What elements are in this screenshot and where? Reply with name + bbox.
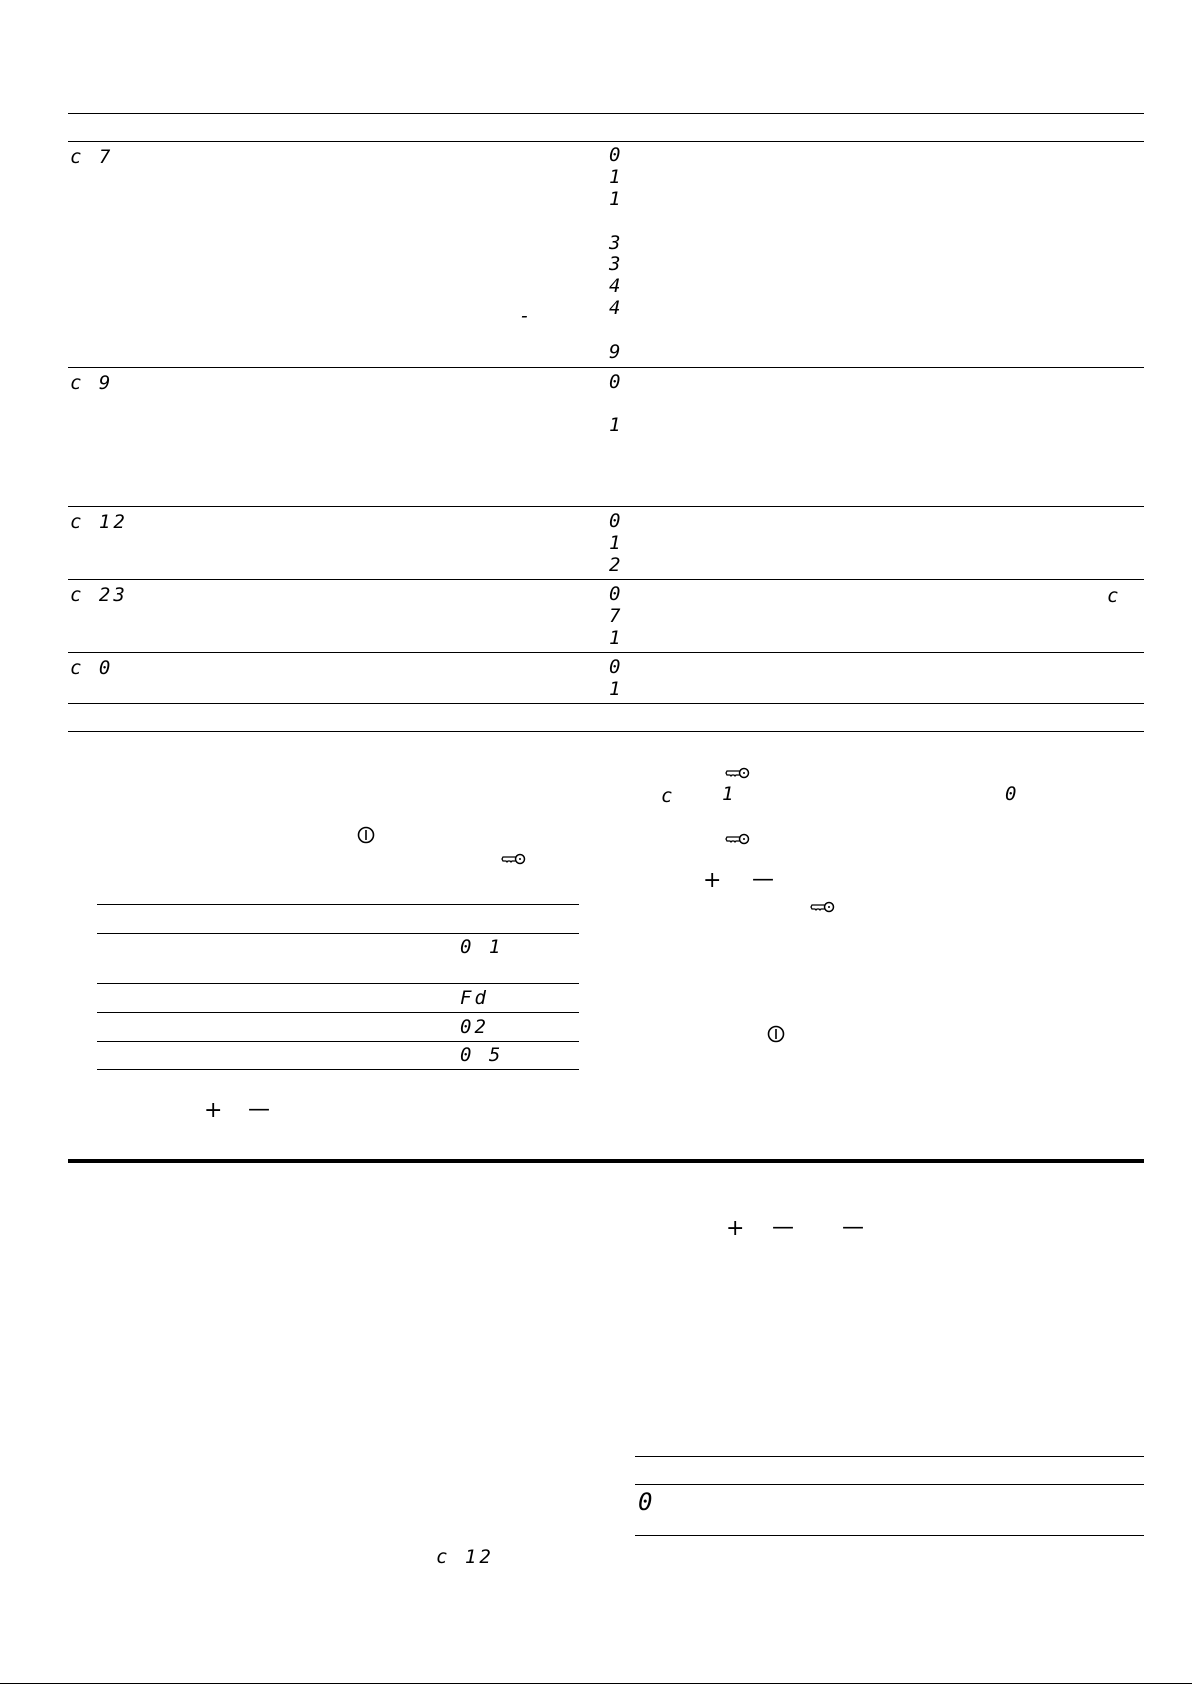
- small-table-value: 0 5: [460, 1044, 504, 1066]
- small-table-top-rule: [97, 904, 579, 905]
- row-divider: [68, 506, 1144, 507]
- setting-value: 9: [609, 341, 624, 363]
- setting-value: 0: [609, 656, 624, 678]
- small-table-divider: [97, 1041, 579, 1042]
- row-divider: [68, 703, 1144, 704]
- table-header-rule: [68, 141, 1144, 142]
- key-icon: [810, 900, 836, 914]
- small-table-value: 0 1: [460, 936, 504, 958]
- zero-value: 0: [1005, 783, 1020, 805]
- small-table-divider: [97, 983, 579, 984]
- small-table-bottom-rule: [97, 1069, 579, 1070]
- small-table-value: 02: [460, 1016, 489, 1038]
- row-divider: [68, 652, 1144, 653]
- setting-code: c 23: [70, 584, 128, 606]
- small-table-divider: [97, 1012, 579, 1013]
- setting-value: 0: [609, 510, 624, 532]
- power-icon: [766, 1024, 786, 1044]
- bottom-table-header-rule: [635, 1484, 1144, 1485]
- table-top-rule: [68, 113, 1144, 114]
- setting-value: 4: [609, 297, 624, 319]
- row-divider: [68, 579, 1144, 580]
- minus-symbol: —: [752, 867, 774, 892]
- bottom-table-bottom-rule: [635, 1535, 1144, 1536]
- minus-symbol: —: [248, 1097, 270, 1122]
- setting-value: 0: [609, 583, 624, 605]
- setting-value: 3: [609, 232, 624, 254]
- setting-value: 2: [609, 554, 624, 576]
- page-bottom-rule: [0, 1683, 1192, 1684]
- setting-code: c 12: [436, 1546, 494, 1568]
- setting-code: c 7: [70, 146, 114, 168]
- setting-value: 0: [609, 371, 624, 393]
- setting-value: 0: [609, 144, 624, 166]
- setting-code: c 12: [70, 511, 128, 533]
- key-icon: [725, 766, 751, 780]
- setting-value: 4: [609, 275, 624, 297]
- small-table-value: Fd: [460, 987, 489, 1009]
- setting-value: 1: [609, 678, 624, 700]
- setting-value: 1: [609, 166, 624, 188]
- bottom-table-value: 0: [638, 1488, 656, 1516]
- setting-code: c 9: [70, 372, 114, 394]
- setting-value: 7: [609, 605, 624, 627]
- plus-symbol: +: [726, 1216, 745, 1241]
- table-bottom-rule: [68, 731, 1144, 732]
- section-separator: [68, 1159, 1144, 1163]
- power-icon: [356, 825, 376, 845]
- code-value: 1: [722, 783, 737, 805]
- setting-dash: -: [519, 305, 534, 327]
- setting-code-ref: c: [1107, 585, 1122, 607]
- minus-symbol: —: [842, 1215, 864, 1240]
- minus-symbol: —: [772, 1215, 794, 1240]
- setting-value: 1: [609, 627, 624, 649]
- code-letter: c: [661, 785, 676, 807]
- row-divider: [68, 367, 1144, 368]
- key-icon: [725, 832, 751, 846]
- setting-code: c 0: [70, 657, 114, 679]
- bottom-table-top-rule: [635, 1456, 1144, 1457]
- plus-symbol: +: [204, 1098, 223, 1123]
- plus-symbol: +: [703, 868, 722, 893]
- setting-value: 1: [609, 414, 624, 436]
- setting-value: 3: [609, 253, 624, 275]
- key-icon: [501, 852, 527, 866]
- small-table-header-rule: [97, 933, 579, 934]
- setting-value: 1: [609, 188, 624, 210]
- setting-value: 1: [609, 532, 624, 554]
